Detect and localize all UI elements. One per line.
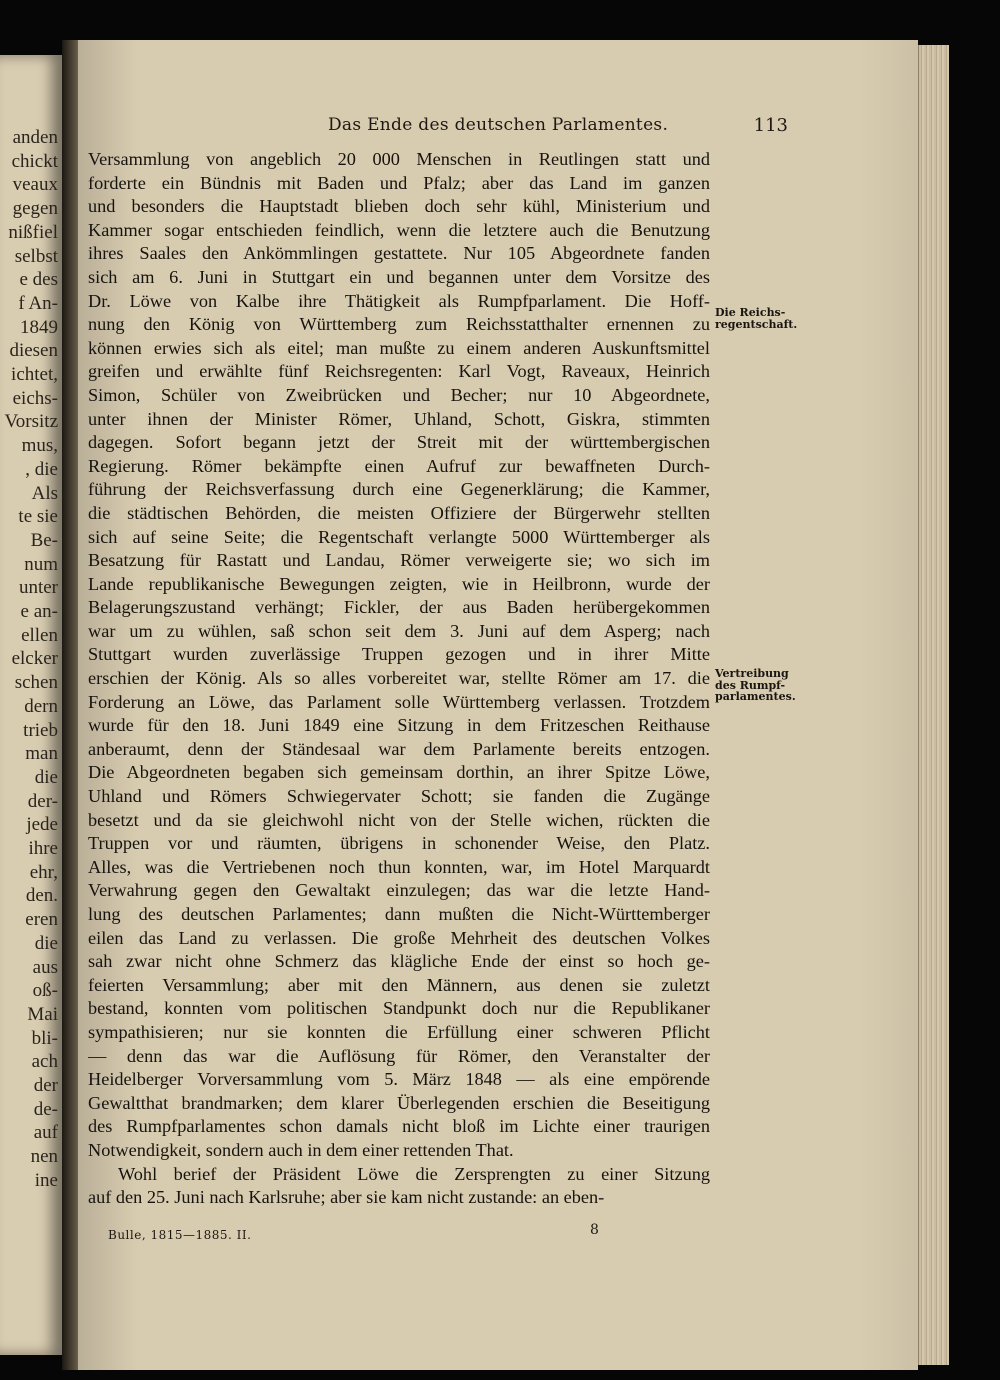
text-line: Notwendigkeit, sondern auch in dem einer rettenden That. bbox=[88, 1139, 514, 1160]
text-line: Dr. Löwe von Kalbe ihre Thätigkeit als Rumpfparlament. Die Hoff- bbox=[88, 290, 710, 311]
text-line: — denn das war die Auflösung für Römer, den Veranstalter der bbox=[88, 1045, 710, 1066]
text-line: lung des deutschen Parlamentes; dann mußten die Nicht-Württemberger bbox=[88, 904, 710, 924]
left-page-fragment: der- bbox=[27, 790, 58, 812]
left-page-fragment: eren bbox=[25, 909, 58, 931]
left-page-fragment: de- bbox=[33, 1098, 58, 1120]
margin-note-line: Vertreibung bbox=[715, 667, 789, 680]
text-line: eilen das Land zu verlassen. Die große Mehrheit des deutschen Volkes bbox=[88, 927, 710, 948]
left-page-fragment: selbst bbox=[14, 245, 58, 267]
left-page-fragment: anden bbox=[12, 127, 58, 148]
left-page-fragment: ichtet, bbox=[11, 364, 58, 385]
left-page-fragment: gegen bbox=[12, 198, 58, 220]
text-line: sich am 6. Juni in Stuttgart ein und begannen unter dem Vorsitze des bbox=[88, 266, 710, 287]
left-page-fragment: f An- bbox=[18, 292, 58, 314]
left-page-fragment: auf bbox=[33, 1122, 58, 1144]
left-page-fragment: oß- bbox=[32, 980, 58, 1002]
left-page-fragment: jede bbox=[26, 814, 58, 836]
text-line: ihres Saales den Ankömmlingen gestattete. Nur 105 Abgeordnete fanden bbox=[88, 243, 710, 264]
page-number: 113 bbox=[753, 115, 788, 136]
text-line: Forderung an Löwe, das Parlament solle Württemberg verlassen. Trotzdem bbox=[88, 691, 710, 712]
left-page-fragment: te sie bbox=[18, 506, 58, 528]
text-line: Stuttgart wurden zuverlässige Truppen gezogen und in ihrer Mitte bbox=[88, 644, 710, 665]
text-line: greifen und erwählte fünf Reichsregenten: Karl Vogt, Raveaux, Heinrich bbox=[88, 361, 710, 382]
text-line: Alles, was die Vertriebenen noch thun konnten, war, im Hotel Marquardt bbox=[88, 856, 710, 877]
text-line: Gewaltthat brandmarken; dem klarer Überlegenden erschien die Beseitigung bbox=[88, 1092, 710, 1113]
text-line: können erwies sich als eitel; man mußte zu einem anderen Auskunftsmittel bbox=[88, 337, 710, 358]
left-page-fragment: dern bbox=[24, 695, 58, 717]
book-page bbox=[78, 40, 918, 1370]
left-page-fragment: 1849 bbox=[20, 316, 58, 338]
text-line: Regierung. Römer bekämpfte einen Aufruf zur bewaffneten Durch- bbox=[88, 455, 710, 476]
text-line: sich auf seine Seite; die Regentschaft verlangte 5000 Württemberger als bbox=[88, 526, 710, 547]
running-header bbox=[248, 115, 788, 139]
text-line: dagegen. Sofort begann jetzt der Streit mit der württembergischen bbox=[88, 432, 710, 453]
text-line: erschien der König. Als so alles vorbereitet war, stellte Römer am 17. die bbox=[88, 668, 710, 689]
left-page-fragment: , die bbox=[25, 458, 58, 480]
text-line: sympathisieren; nur sie konnten die Erfüllung einer schweren Pflicht bbox=[88, 1021, 710, 1042]
left-page-fragment: eichs- bbox=[12, 387, 58, 409]
text-line: forderte ein Bündnis mit Baden und Pfalz; aber das Land im ganzen bbox=[88, 172, 710, 193]
left-page-fragment: schen bbox=[14, 672, 58, 694]
text-line: sah zwar nicht ohne Schmerz das klägliche Ende der einst so hoch ge- bbox=[88, 951, 710, 972]
left-page-fragment: ach bbox=[31, 1051, 58, 1073]
left-page-fragment: nen bbox=[30, 1146, 58, 1168]
left-page-fragment: e des bbox=[19, 269, 58, 291]
margin-note-line: regentschaft. bbox=[715, 317, 798, 331]
left-page-fragment: aus bbox=[32, 956, 58, 978]
margin-note-line: des Rumpf- bbox=[715, 678, 786, 692]
text-line: die städtischen Behörden, die meisten Offiziere der Bürgerwehr stellten bbox=[88, 502, 710, 523]
sheet-number: 8 bbox=[590, 1222, 599, 1238]
left-page-fragment: e an- bbox=[20, 601, 58, 622]
left-page-fragment: die bbox=[34, 766, 58, 788]
text-line: unter ihnen der Minister Römer, Uhland, Schott, Giskra, stimmten bbox=[88, 408, 710, 429]
text-line: auf den 25. Juni nach Karlsruhe; aber sie kam nicht zustande: an eben- bbox=[88, 1187, 605, 1208]
left-page-fragment: mus, bbox=[21, 435, 58, 457]
left-page-fragment: chickt bbox=[11, 150, 58, 172]
text-line: und besonders die Hauptstadt blieben doch sehr kühl, Ministerium und bbox=[88, 196, 710, 217]
margin-note-line: parlamentes. bbox=[715, 690, 796, 703]
footer-signature: Bulle, 1815—1885. II. bbox=[108, 1228, 252, 1242]
text-line: Die Abgeordneten begaben sich gemeinsam dorthin, an ihrer Spitze Löwe, bbox=[88, 762, 710, 783]
left-page-fragment: Be- bbox=[30, 529, 58, 551]
left-page-fragment: Als bbox=[31, 482, 58, 504]
margin-note-line: Die Reichs- bbox=[715, 306, 786, 319]
left-page-fragment: ellen bbox=[21, 624, 58, 646]
left-page-fragment: ehr, bbox=[29, 861, 58, 883]
left-page-fragment: ihre bbox=[28, 838, 58, 859]
page-edges bbox=[918, 45, 949, 1365]
left-page-fragment: den. bbox=[25, 885, 58, 907]
text-line: Truppen vor und räumten, übrigens in schonender Weise, den Platz. bbox=[88, 833, 710, 854]
left-page-fragment: elcker bbox=[11, 648, 58, 670]
text-line: war um zu wühlen, saß schon seit dem 3. Juni auf dem Asperg; nach bbox=[88, 620, 710, 641]
running-title: Das Ende des deutschen Parlamentes. bbox=[328, 115, 669, 135]
left-facing-page bbox=[0, 55, 62, 1355]
left-page-fragment: man bbox=[25, 743, 58, 765]
text-line: führung der Reichsverfassung durch eine Gegenerklärung; die Kammer, bbox=[88, 479, 710, 500]
text-line: Uhland und Römers Schwiegervater Schott; sie fanden die Zugänge bbox=[88, 786, 710, 807]
text-line: Versammlung von angeblich 20 000 Menschen in Reutlingen statt und bbox=[88, 149, 710, 169]
text-line: bestand, konnten vom politischen Standpunkt doch nur die Republikaner bbox=[88, 998, 710, 1019]
text-line: anberaumt, denn der Ständesaal war dem Parlamente bereits entzogen. bbox=[88, 738, 710, 759]
left-page-fragment: ine bbox=[34, 1169, 58, 1191]
left-page-fragment: die bbox=[34, 932, 58, 954]
text-line: Verwahrung gegen den Gewaltakt einzulegen; das war die letzte Hand- bbox=[88, 880, 710, 901]
text-line: Wohl berief der Präsident Löwe die Zersprengten zu einer Sitzung bbox=[118, 1163, 710, 1184]
text-line: Heidelberger Vorversammlung vom 5. März 1848 — als eine empörende bbox=[88, 1069, 710, 1090]
text-line: des Rumpfparlamentes schon damals nicht bloß im Lichte einer traurigen bbox=[88, 1116, 710, 1137]
left-page-fragment: Vorsitz bbox=[4, 411, 58, 433]
text-line: Simon, Schüler von Zweibrücken und Becher; nur 10 Abgeordnete, bbox=[88, 384, 710, 405]
text-line: Besatzung für Rastatt und Landau, Römer verweigerte sie; wo sich im bbox=[88, 550, 710, 571]
text-line: wurde für den 18. Juni 1849 eine Sitzung in dem Fritzeschen Reithause bbox=[88, 715, 710, 736]
text-line: nung den König von Württemberg zum Reichsstatthalter ernennen zu bbox=[88, 314, 710, 335]
text-line: Lande republikanische Bewegungen zeigten, wie in Heilbronn, wurde der bbox=[88, 573, 710, 594]
left-page-fragment: trieb bbox=[23, 719, 58, 741]
margin-note-vertreibung bbox=[715, 668, 795, 703]
left-page-fragment: unter bbox=[18, 577, 58, 599]
left-page-fragment: nißfiel bbox=[8, 221, 58, 243]
left-page-fragment: der bbox=[33, 1075, 58, 1096]
text-line: feierten Versammlung; aber mit den Männern, aus denen sie zuletzt bbox=[88, 974, 710, 995]
left-page-fragment: Mai bbox=[27, 1003, 58, 1025]
left-page-fragment: bli- bbox=[31, 1027, 58, 1049]
margin-note-reichsregentschaft bbox=[715, 306, 798, 331]
text-line: Kammer sogar entschieden feindlich, wenn die letztere auch die Benutzung bbox=[88, 219, 710, 240]
left-page-fragment: diesen bbox=[9, 340, 58, 362]
text-line: besetzt und da sie gleichwohl nicht von der Stelle wichen, rückten die bbox=[88, 809, 710, 830]
left-page-fragment: veaux bbox=[12, 174, 58, 196]
left-page-fragment: num bbox=[24, 553, 58, 575]
text-line: Belagerungszustand verhängt; Fickler, der aus Baden herübergekommen bbox=[88, 597, 710, 618]
body-text bbox=[88, 148, 710, 1210]
